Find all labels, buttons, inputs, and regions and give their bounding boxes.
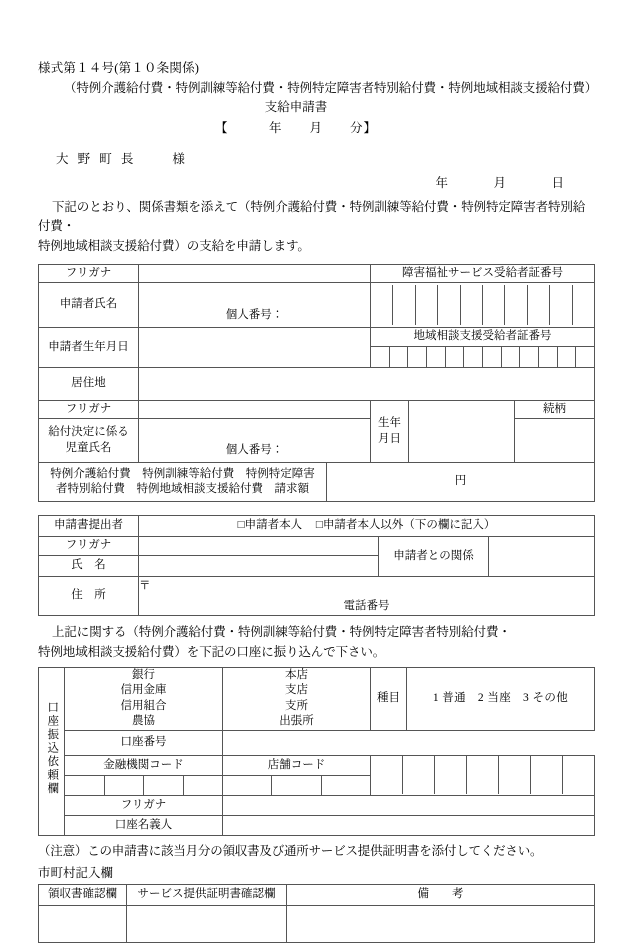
cert-cell[interactable] <box>558 347 577 367</box>
cert-cell[interactable] <box>446 347 465 367</box>
cert-cell[interactable] <box>502 347 521 367</box>
table-row <box>39 265 595 283</box>
table-row <box>39 328 595 347</box>
submission-date-field: 年 月 日 <box>435 176 566 190</box>
lead-paragraph <box>38 198 594 256</box>
account-cell[interactable] <box>435 756 467 794</box>
table-row <box>39 815 595 835</box>
addressee-honorific: 様 <box>172 152 188 166</box>
table-row <box>39 516 595 537</box>
account-cell[interactable] <box>499 756 531 794</box>
account-holder-furigana-input[interactable] <box>223 795 595 815</box>
lead-line-2: 特例地域相談支援給付費）の支給を申請します。 <box>38 238 310 253</box>
form-title-main: 支給申請書 <box>264 100 328 114</box>
applicant-birthdate-label: 申請者生年月日 <box>39 328 139 368</box>
cert-cell[interactable] <box>520 347 539 367</box>
transfer-instruction-paragraph <box>38 623 594 662</box>
regional-cert-number-label: 地域相談支援受給者証番号 <box>371 328 595 347</box>
bank-transfer-table <box>38 667 595 836</box>
residence-input[interactable] <box>139 368 595 401</box>
child-birth-label <box>371 401 409 463</box>
addressee-name: 大 野 町 長 <box>56 152 137 166</box>
cert-cell[interactable] <box>416 285 438 325</box>
applicant-personal-number-label: 個人番号： <box>225 308 284 321</box>
relation-label: 続柄 <box>515 401 595 419</box>
municipal-section-label: 市町村記入欄 <box>38 865 114 880</box>
table-row <box>39 401 595 419</box>
account-number-label: 口座番号 <box>65 730 223 755</box>
child-furigana-input[interactable] <box>139 401 371 419</box>
table-row <box>39 905 595 942</box>
branch-type-branch[interactable]: 支店 <box>285 684 308 697</box>
table-row <box>39 577 595 616</box>
submitter-name-label: 氏 名 <box>39 556 139 577</box>
welfare-cert-number-grid[interactable] <box>371 283 595 328</box>
relation-input[interactable] <box>515 419 595 463</box>
account-kind-options[interactable]: 1 普通 2 当座 3 その他 <box>407 667 595 730</box>
cert-cell[interactable] <box>371 285 393 325</box>
submitter-relation-input[interactable] <box>489 537 595 577</box>
submitter-furigana-label: フリガナ <box>39 537 139 556</box>
submitter-relation-label: 申請者との関係 <box>379 537 489 577</box>
table-row <box>39 884 595 905</box>
cert-cell[interactable] <box>438 285 460 325</box>
cert-cell[interactable] <box>505 285 527 325</box>
service-cert-check-input[interactable] <box>127 905 287 942</box>
transfer-note-line-1: 上記に関する（特例介護給付費・特例訓練等給付費・特例特定障害者特別給付費・ <box>52 625 511 640</box>
table-row <box>39 537 595 556</box>
code-cell[interactable] <box>184 776 223 795</box>
account-kind-label: 種目 <box>371 667 407 730</box>
code-cell[interactable] <box>223 776 272 795</box>
child-birth-label-line1: 生年 <box>378 417 401 430</box>
submitter-options <box>139 516 595 537</box>
service-cert-check-label: サービス提供証明書確認欄 <box>127 884 287 905</box>
institution-code-cells[interactable] <box>65 776 222 795</box>
cert-cell[interactable] <box>461 285 483 325</box>
cert-cell[interactable] <box>550 285 572 325</box>
child-name-label-line2: 児童氏名 <box>65 441 112 454</box>
account-number-grid[interactable] <box>371 755 595 795</box>
cert-cell[interactable] <box>573 285 594 325</box>
cert-cell[interactable] <box>528 285 550 325</box>
cert-cell[interactable] <box>483 285 505 325</box>
municipal-table <box>38 884 595 943</box>
account-holder-input[interactable] <box>223 815 595 835</box>
form-number: 様式第１４号(第１０条関係) <box>38 61 200 75</box>
institution-type-shinkumi[interactable]: 信用組合 <box>120 699 167 712</box>
branch-type-field-office[interactable]: 出張所 <box>279 715 314 728</box>
submitter-name-input[interactable] <box>139 556 379 577</box>
account-cell[interactable] <box>403 756 435 794</box>
cert-cell[interactable] <box>464 347 483 367</box>
transfer-note-line-2: 特例地域相談支援給付費）を下記の口座に振り込んで下さい。 <box>38 644 386 659</box>
welfare-cert-number-label: 障害福祉サービス受給者証番号 <box>371 265 595 283</box>
claim-label-line1: 特例介護給付費 特例訓練等給付費 特例特定障害 <box>50 467 315 480</box>
code-cell[interactable] <box>105 776 145 795</box>
regional-cert-cells[interactable] <box>371 347 594 367</box>
child-personal-number-label: 個人番号： <box>225 443 284 456</box>
cert-cell[interactable] <box>408 347 427 367</box>
account-holder-label: 口座名義人 <box>65 815 223 835</box>
addressee-line <box>38 149 594 167</box>
applicant-furigana-input[interactable] <box>139 265 371 283</box>
claim-amount-table <box>38 462 595 502</box>
table-row <box>39 368 595 401</box>
child-birth-label-line2: 月日 <box>378 432 401 445</box>
branch-type-head-office[interactable]: 本店 <box>285 668 308 681</box>
branch-code-label: 店舗コード <box>223 755 371 775</box>
table-row <box>39 463 595 502</box>
table-row <box>39 755 595 775</box>
table-row <box>39 730 595 755</box>
submitter-address-input[interactable] <box>139 577 595 616</box>
code-cell[interactable] <box>65 776 105 795</box>
child-furigana-label: フリガナ <box>39 401 139 419</box>
table-row <box>39 795 595 815</box>
phone-number-label: 電話番号 <box>343 599 390 612</box>
claim-label-line2: 者特別給付費 特例地域相談支援給付費 請求額 <box>56 483 309 496</box>
branch-type-options[interactable] <box>223 667 371 730</box>
applicant-personal-number-field[interactable] <box>139 283 371 328</box>
remarks-input[interactable] <box>287 905 595 942</box>
claim-amount-label <box>39 463 327 502</box>
child-table <box>38 400 595 463</box>
branch-type-sub-office[interactable]: 支所 <box>285 699 308 712</box>
bank-side-label-text: 口座振込依頼欄 <box>46 701 59 796</box>
welfare-cert-cells[interactable] <box>371 285 594 325</box>
code-cell[interactable] <box>272 776 321 795</box>
institution-type-bank[interactable]: 銀行 <box>132 668 155 681</box>
applicant-furigana-label: フリガナ <box>39 265 139 283</box>
institution-code-grid[interactable] <box>65 775 223 795</box>
bank-section-side-label <box>39 667 65 835</box>
account-cell[interactable] <box>467 756 499 794</box>
claim-amount-input[interactable] <box>327 463 595 502</box>
form-period-field: 【 年 月 分】 <box>214 121 377 135</box>
applicant-birthdate-input[interactable] <box>139 328 371 368</box>
account-cell[interactable] <box>531 756 563 794</box>
lead-line-1: 下記のとおり、関係書類を添えて（特例介護給付費・特例訓練等給付費・特例特定障害者特別給付費・ <box>38 200 586 234</box>
submitter-label: 申請書提出者 <box>39 516 139 537</box>
submitter-table <box>38 515 595 616</box>
cert-cell[interactable] <box>483 347 502 367</box>
receipt-check-input[interactable] <box>39 905 127 942</box>
child-name-label <box>39 419 139 463</box>
institution-type-nokyo[interactable]: 農協 <box>132 715 155 728</box>
institution-type-shinkin[interactable]: 信用金庫 <box>120 684 167 697</box>
remarks-label: 備 考 <box>287 884 595 905</box>
form-sheet <box>38 58 598 943</box>
cert-cell[interactable] <box>371 347 390 367</box>
institution-type-options[interactable] <box>65 667 223 730</box>
cert-cell[interactable] <box>393 285 415 325</box>
child-personal-number-field[interactable] <box>139 419 371 463</box>
regional-cert-number-grid[interactable] <box>371 347 595 368</box>
branch-code-grid[interactable] <box>223 775 371 795</box>
child-name-label-line1: 給付決定に係る <box>48 426 129 439</box>
account-holder-furigana-label: フリガナ <box>65 795 223 815</box>
child-birthdate-input[interactable] <box>409 401 515 463</box>
table-row <box>39 283 595 328</box>
submitter-address-label: 住 所 <box>39 577 139 616</box>
cert-cell[interactable] <box>390 347 409 367</box>
cert-cell[interactable] <box>427 347 446 367</box>
form-title-subjects: （特例介護給付費・特例訓練等給付費・特例特定障害者特別給付費・特例地域相談支援給付費） <box>64 81 598 95</box>
checkbox-submitter-self[interactable]: □申請者本人 <box>237 519 303 532</box>
account-cell[interactable] <box>371 756 403 794</box>
applicant-table <box>38 264 595 401</box>
code-cell[interactable] <box>144 776 184 795</box>
cert-cell[interactable] <box>576 347 594 367</box>
branch-code-cells[interactable] <box>223 776 370 795</box>
receipt-check-label: 領収書確認欄 <box>39 884 127 905</box>
code-cell[interactable] <box>322 776 370 795</box>
currency-unit-yen: 円 <box>454 475 467 488</box>
cert-cell[interactable] <box>539 347 558 367</box>
institution-code-label: 金融機関コード <box>65 755 223 775</box>
residence-label: 居住地 <box>39 368 139 401</box>
attention-note: （注意）この申請書に該当月分の領収書及び通所サービス提供証明書を添付してください。 <box>38 843 543 858</box>
checkbox-submitter-other[interactable]: □申請者本人以外（下の欄に記入） <box>315 519 496 532</box>
postal-code-mark: 〒 <box>139 580 151 593</box>
table-row <box>39 667 595 730</box>
applicant-name-label: 申請者氏名 <box>39 283 139 328</box>
submitter-furigana-input[interactable] <box>139 537 379 556</box>
account-number-cells[interactable] <box>371 756 594 794</box>
account-cell[interactable] <box>563 756 594 794</box>
